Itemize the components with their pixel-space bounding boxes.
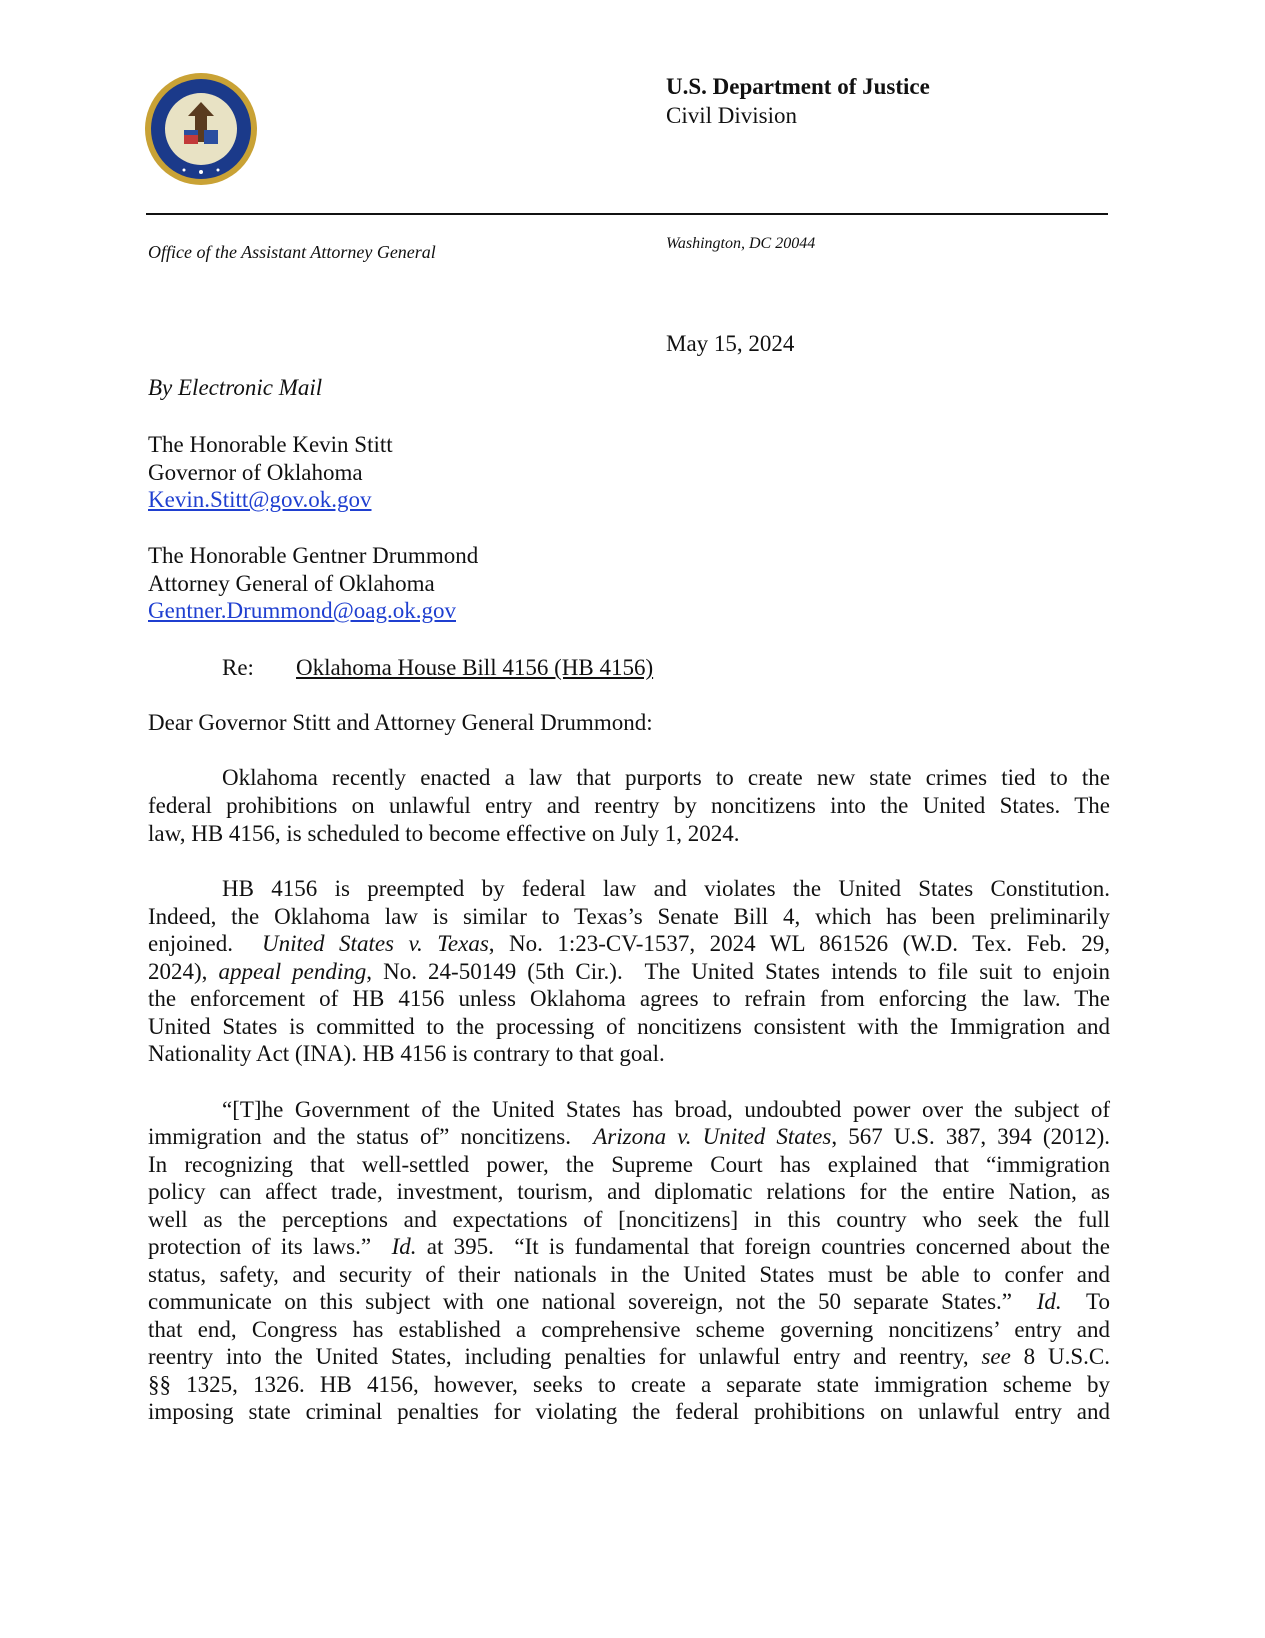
doj-seal-icon xyxy=(144,72,258,186)
office-name: Office of the Assistant Attorney General xyxy=(148,242,436,262)
para3-line: immigration and the status of” noncitizens. Arizona v. United States, 567 U.S. 387, 394 (2012). xyxy=(148,1124,1110,1149)
office-city: Washington, DC 20044 xyxy=(666,235,816,252)
para3-line: §§ 1325, 1326. HB 4156, however, seeks to create a separate state immigration scheme by xyxy=(148,1372,1110,1397)
delivery-method: By Electronic Mail xyxy=(148,375,323,400)
para2-line: United States is committed to the processing of noncitizens consistent with the Immigration and xyxy=(148,1014,1110,1039)
para3-line: reentry into the United States, including penalties for unlawful entry and reentry, see 8 U.S.C. xyxy=(148,1344,1111,1369)
recipient-2-name: The Honorable Gentner Drummond xyxy=(148,543,479,568)
recipient-2-title: Attorney General of Oklahoma xyxy=(148,571,435,596)
recipient-1-name: The Honorable Kevin Stitt xyxy=(148,432,393,457)
para3-line: communicate on this subject with one national sovereign, not the 50 separate States.” Id. To xyxy=(148,1289,1110,1314)
recipient-1-email-link[interactable]: Kevin.Stitt@gov.ok.gov xyxy=(148,487,372,512)
para2-line: Indeed, the Oklahoma law is similar to Texas’s Senate Bill 4, which has been preliminarily xyxy=(148,904,1110,929)
para3-line: In recognizing that well-settled power, the Supreme Court has explained that “immigration xyxy=(148,1152,1110,1177)
para2-line: 2024), appeal pending, No. 24-50149 (5th Cir.). The United States intends to file suit to enjoin xyxy=(148,959,1110,984)
letter-date: May 15, 2024 xyxy=(666,331,795,356)
re-label: Re: xyxy=(222,655,254,680)
para1-line: law, HB 4156, is scheduled to become effective on July 1, 2024. xyxy=(148,821,740,846)
para2-line: the enforcement of HB 4156 unless Oklahoma agrees to refrain from enforcing the law. The xyxy=(148,986,1110,1011)
salutation: Dear Governor Stitt and Attorney General Drummond: xyxy=(148,710,653,735)
para2-line: Nationality Act (INA). HB 4156 is contrary to that goal. xyxy=(148,1041,665,1066)
para1-line: federal prohibitions on unlawful entry and reentry by noncitizens into the United States. The xyxy=(148,793,1110,818)
para1-line: Oklahoma recently enacted a law that purports to create new state crimes tied to the xyxy=(222,765,1110,790)
para3-line: policy can affect trade, investment, tourism, and diplomatic relations for the entire Nation, as xyxy=(148,1179,1110,1204)
para3-line: “[T]he Government of the United States has broad, undoubted power over the subject of xyxy=(222,1097,1110,1122)
re-subject: Oklahoma House Bill 4156 (HB 4156) xyxy=(296,655,654,680)
para3-line: imposing state criminal penalties for violating the federal prohibitions on unlawful entry and xyxy=(148,1399,1110,1424)
para2-line: enjoined. United States v. Texas, No. 1:23-CV-1537, 2024 WL 861526 (W.D. Tex. Feb. 29, xyxy=(148,931,1111,956)
para3-line: that end, Congress has established a comprehensive scheme governing noncitizens’ entry and xyxy=(148,1317,1110,1342)
header-rule xyxy=(146,213,1108,215)
division-name: Civil Division xyxy=(666,103,797,128)
para3-line: well as the perceptions and expectations of [noncitizens] in this country who seek the full xyxy=(148,1207,1110,1232)
department-name: U.S. Department of Justice xyxy=(666,74,930,99)
recipient-1-title: Governor of Oklahoma xyxy=(148,460,363,485)
para3-line: protection of its laws.” Id. at 395. “It is fundamental that foreign countries concerned about the xyxy=(148,1234,1110,1259)
para2-line: HB 4156 is preempted by federal law and violates the United States Constitution. xyxy=(222,876,1110,901)
recipient-2-email-link[interactable]: Gentner.Drummond@oag.ok.gov xyxy=(148,598,456,623)
para3-line: status, safety, and security of their nationals in the United States must be able to confer and xyxy=(148,1262,1110,1287)
